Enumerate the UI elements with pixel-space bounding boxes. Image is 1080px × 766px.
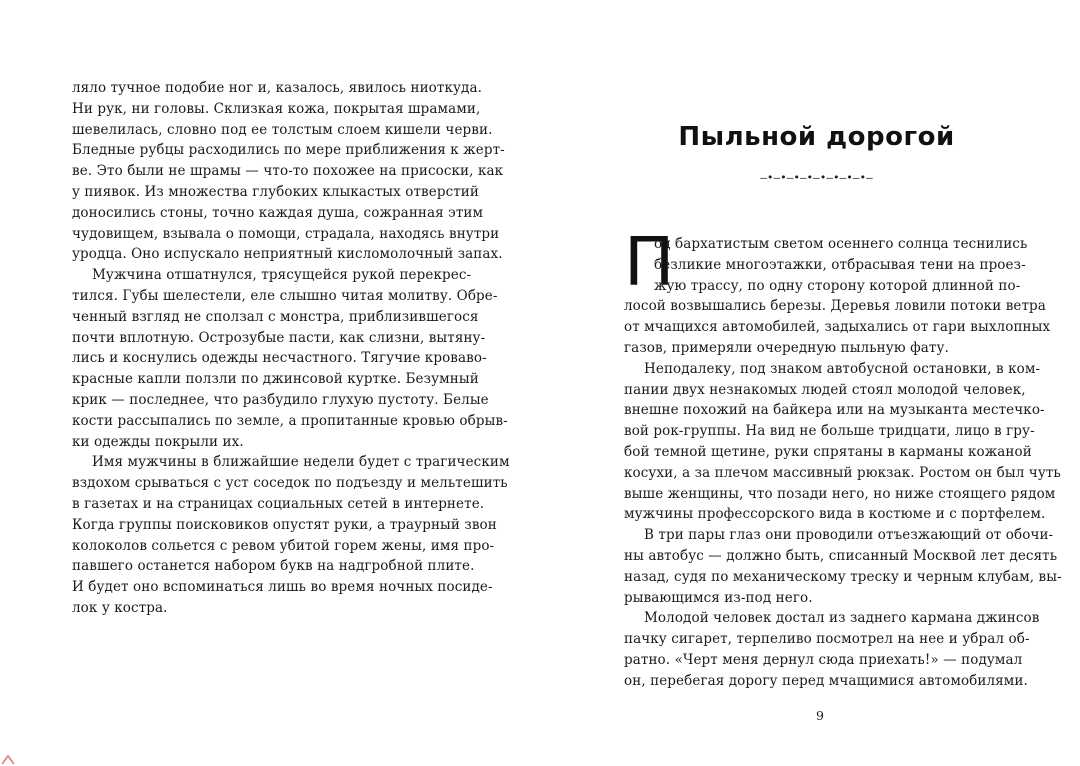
text-line: уродца. Оно испускало неприятный кисломолочный запах. <box>72 246 503 263</box>
text-line: Молодой человек достал из заднего кармана джинсов <box>644 610 1040 627</box>
left-page <box>72 78 510 619</box>
corner-fold-icon <box>0 746 24 766</box>
text-line: крик — последнее, что разбудило глухую пустоту. Белые <box>72 391 489 408</box>
text-line: Когда группы поисковиков опустят руки, а траурный звон <box>72 516 497 533</box>
text-line: мужчины профессорского вида в костюме и с портфелем. <box>624 506 1046 523</box>
text-line: рывающимся из-под него. <box>624 589 813 606</box>
text-line: чудовищем, взывала о помощи, страдала, находясь внутри <box>72 225 500 242</box>
text-line: доносились стоны, точно каждая душа, сожранная этим <box>72 204 484 221</box>
text-line: ве. Это были не шрамы — что-то похожее на присоски, как <box>72 163 504 180</box>
text-line: тился. Губы шелестели, еле слышно читая молитву. Обре- <box>72 287 498 304</box>
text-line: в газетах и на страницах социальных сетей в интернете. <box>72 495 485 512</box>
text-line: И будет оно вспоминаться лишь во время ночных посиде- <box>72 579 493 596</box>
right-page <box>624 120 1062 692</box>
text-line: Имя мужчины в ближайшие недели будет с трагическим <box>92 454 510 471</box>
ornament-divider: —•—•—•—•—•—•—•—•— <box>760 171 873 184</box>
text-line: вой рок-группы. На вид не больше тридцати, лицо в гру- <box>624 423 1035 440</box>
page-number: 9 <box>816 708 824 723</box>
text-line: газов, примеряли очередную пыльную фату. <box>624 339 949 356</box>
text-line: он, перебегая дорогу перед мчащимися автомобилями. <box>624 672 1028 689</box>
text-line: павшего останется набором букв на надгробной плите. <box>72 558 475 575</box>
text-line: вздохом срываться с уст соседок по подъезду и мельтешить <box>72 475 508 492</box>
text-line: красные капли ползли по джинсовой куртке. Безумный <box>72 371 479 388</box>
text-line: од бархатистым светом осеннего солнца теснились <box>654 236 1028 252</box>
text-line: безликие многоэтажки, отбрасывая тени на проез- <box>654 256 1026 273</box>
text-line: лосой возвышались березы. Деревья ловили потоки ветра <box>624 298 1046 315</box>
text-line: В три пары глаз они проводили отъезжающий от обочи- <box>644 527 1054 544</box>
drop-cap: П <box>624 223 675 301</box>
text-line: лок у костра. <box>72 599 168 616</box>
text-line: колоколов сольется с ревом убитой горем жены, имя про- <box>72 537 495 554</box>
text-line: почти вплотную. Острозубые пасти, как слизни, вытяну- <box>72 329 486 346</box>
text-line: Неподалеку, под знаком автобусной остановки, в ком- <box>644 360 1041 377</box>
text-line: кости рассыпались по земле, а пропитанные кровью обрыв- <box>72 412 508 429</box>
text-line: Мужчина отшатнулся, трясущейся рукой перекрес- <box>92 267 472 284</box>
text-line: бой темной щетине, руки спрятаны в карманы кожаной <box>624 443 1032 460</box>
text-line: лись и коснулись одежды несчастного. Тягучие кроваво- <box>72 350 487 367</box>
text-line: выше женщины, что позади него, но ниже стоящего рядом <box>624 485 1056 502</box>
chapter-title: Пыльной дорогой <box>678 122 955 152</box>
text-line: ченный взгляд не сползал с монстра, приблизившегося <box>72 308 479 325</box>
opening-paragraph <box>624 223 1028 301</box>
text-line: Ни рук, ни головы. Склизкая кожа, покрытая шрамами, <box>72 100 481 117</box>
text-line: жую трассу, по одну сторону которой длинной по- <box>654 277 1021 294</box>
text-line: пании двух незнакомых людей стоял молодой человек, <box>624 381 1026 398</box>
text-line: пачку сигарет, терпеливо посмотрел на нее и убрал об- <box>624 631 1030 648</box>
text-line: ки одежды покрыли их. <box>72 433 244 450</box>
text-line: ратно. «Черт меня дернул сюда приехать!» — подумал <box>624 651 1023 668</box>
text-line: ны автобус — должно быть, списанный Москвой лет десять <box>624 547 1058 564</box>
text-line: шевелилась, словно под ее толстым слоем кишели черви. <box>72 121 493 138</box>
text-line: внешне похожий на байкера или на музыканта местечко- <box>624 402 1045 419</box>
text-line: назад, судя по механическому треску и черным клубам, вы- <box>624 568 1062 585</box>
text-line: от мчащихся автомобилей, задыхались от гари выхлопных <box>624 319 1051 336</box>
text-line: у пиявок. Из множества глубоких клыкастых отверстий <box>72 183 479 200</box>
text-line: Бледные рубцы расходились по мере приближения к жерт- <box>72 142 505 159</box>
text-line: ляло тучное подобие ног и, казалось, явилось ниоткуда. <box>72 80 483 96</box>
text-line: косухи, а за плечом массивный рюкзак. Ростом он был чуть <box>624 464 1061 481</box>
